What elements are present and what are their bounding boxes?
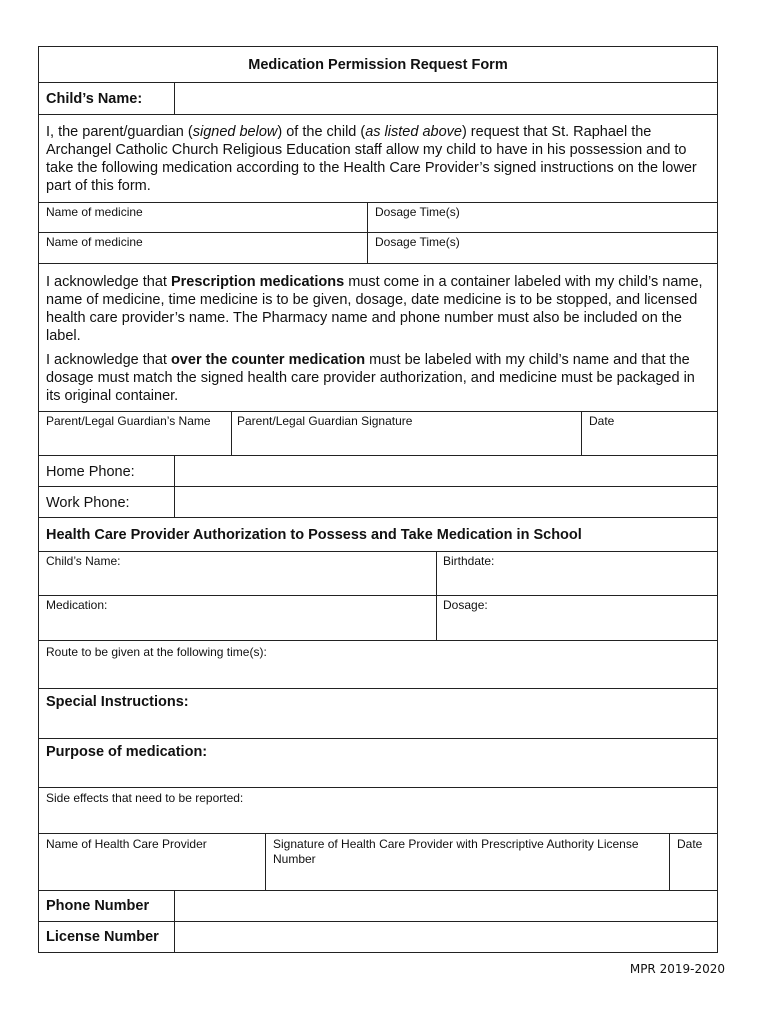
prescription-ack-text: I acknowledge that Prescription medications must come in a container labeled with my child’s name, name of medicine, time medicine is to be given, dosage, date medicine is to be stopped, and licensed health care provider’s name. The Pharmacy name and phone number must also be included on the label. <box>46 274 703 344</box>
medication-label: Medication: <box>46 598 108 612</box>
provider-name-label: Name of Health Care Provider <box>46 837 207 851</box>
medicine-name-label: Name of medicine <box>46 235 143 249</box>
childs-name-label: Child’s Name: <box>46 91 143 107</box>
provider-phone-field[interactable] <box>174 891 717 921</box>
purpose-row[interactable] <box>39 739 717 788</box>
medicine-name-label: Name of medicine <box>46 205 143 219</box>
work-phone-row <box>39 487 717 518</box>
otc-ack-text: I acknowledge that over the counter medication must be labeled with my child’s name and that the dosage must match the signed health care provider authorization, and medicine must be packaged in its original container. <box>46 352 695 404</box>
dosage-label: Dosage: <box>443 598 488 612</box>
hcp-heading: Health Care Provider Authorization to Possess and Take Medication in School <box>46 527 582 543</box>
birthdate-label: Birthdate: <box>443 554 495 568</box>
provider-phone-label: Phone Number <box>46 898 150 914</box>
side-effects-label: Side effects that need to be reported: <box>46 791 244 805</box>
consent-row <box>39 115 717 203</box>
guardian-signature-label: Parent/Legal Guardian Signature <box>237 414 413 428</box>
license-number-label: License Number <box>46 929 159 945</box>
dosage-time-label: Dosage Time(s) <box>375 205 460 219</box>
guardian-row <box>39 412 717 456</box>
license-number-field[interactable] <box>174 922 717 952</box>
medicine-row <box>39 203 717 233</box>
purpose-label: Purpose of medication: <box>46 744 208 760</box>
dosage-time-cell[interactable] <box>367 233 717 263</box>
medication-permission-form <box>38 46 718 953</box>
guardian-name-label: Parent/Legal Guardian’s Name <box>46 414 211 428</box>
side-effects-row[interactable] <box>39 788 717 834</box>
provider-row <box>39 834 717 891</box>
route-label: Route to be given at the following time(s): <box>46 645 267 659</box>
form-title: Medication Permission Request Form <box>248 57 508 73</box>
hcp-child-row <box>39 552 717 596</box>
childs-name-field[interactable] <box>174 83 717 114</box>
license-row <box>39 922 717 952</box>
hcp-childs-name-label: Child’s Name: <box>46 554 121 568</box>
childs-name-row <box>39 83 717 115</box>
medicine-row <box>39 233 717 264</box>
birthdate-cell[interactable] <box>436 552 717 595</box>
work-phone-field[interactable] <box>174 487 717 517</box>
acknowledgement-row <box>39 264 717 412</box>
guardian-date-label: Date <box>589 414 615 428</box>
guardian-signature-cell[interactable] <box>231 412 581 455</box>
provider-signature-label: Signature of Health Care Provider with Prescriptive Authority License Number <box>273 837 639 866</box>
provider-date-cell[interactable] <box>669 834 717 890</box>
provider-date-label: Date <box>677 837 703 851</box>
provider-phone-row <box>39 891 717 922</box>
home-phone-row <box>39 456 717 487</box>
special-instructions-row[interactable] <box>39 689 717 739</box>
provider-signature-cell[interactable] <box>265 834 669 890</box>
hcp-medication-row <box>39 596 717 641</box>
hcp-heading-row <box>39 518 717 552</box>
title-row <box>39 47 717 83</box>
consent-text: I, the parent/guardian (signed below) of the child (as listed above) request that St. Raphael the Archangel Catholic Church Religious Education staff allow my child to have in his possession and to take the following medication according to the Health Care Provider’s signed instructions on the lower part of this form. <box>46 124 697 194</box>
home-phone-field[interactable] <box>174 456 717 486</box>
home-phone-label: Home Phone: <box>46 464 135 480</box>
dosage-time-label: Dosage Time(s) <box>375 235 460 249</box>
guardian-date-cell[interactable] <box>581 412 717 455</box>
route-row[interactable] <box>39 641 717 689</box>
dosage-cell[interactable] <box>436 596 717 640</box>
special-instructions-label: Special Instructions: <box>46 694 189 710</box>
form-code: MPR 2019-2020 <box>629 962 725 976</box>
work-phone-label: Work Phone: <box>46 495 130 511</box>
dosage-time-cell[interactable] <box>367 203 717 232</box>
